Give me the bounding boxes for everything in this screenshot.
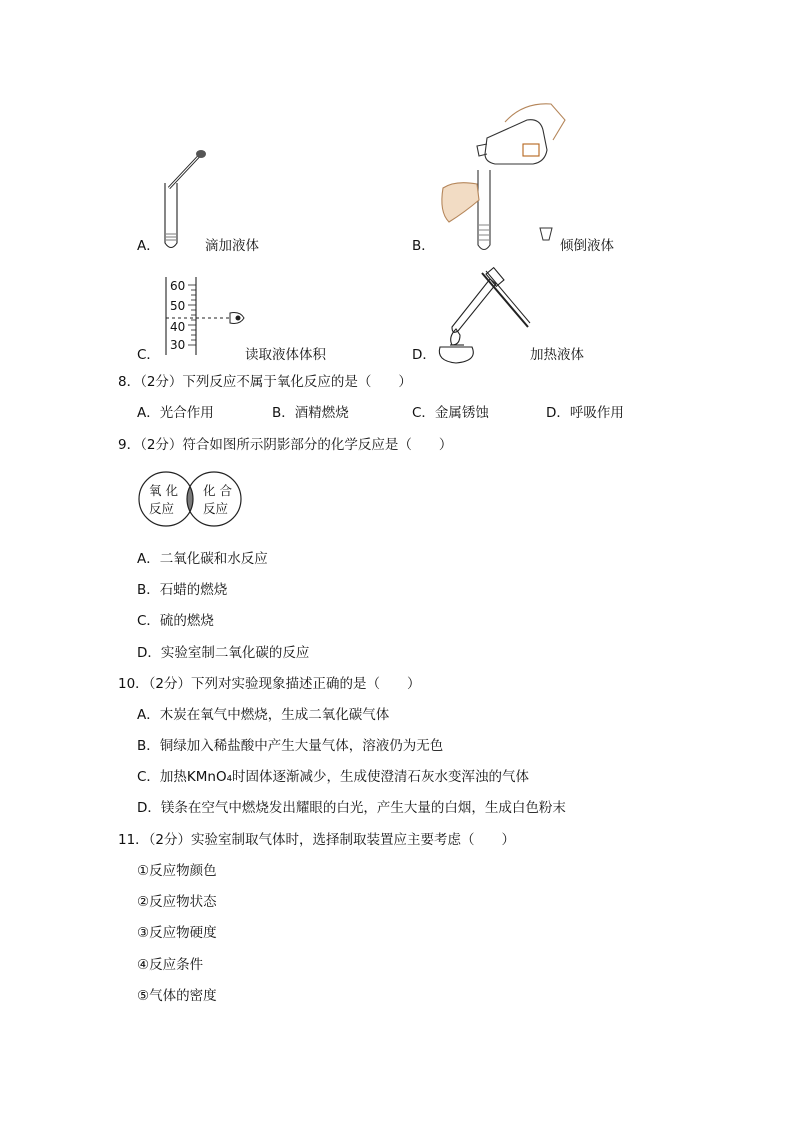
venn-left-line1: 氧 化 [149, 483, 178, 498]
q11-item-2[interactable]: ②反应物状态 [137, 894, 217, 910]
cylinder-tick-40: 40 [170, 320, 186, 334]
q7-option-a-caption: 滴加液体 [205, 238, 259, 254]
q8-option-c[interactable]: C．金属锈蚀 [412, 405, 489, 421]
venn-right-line1: 化 合 [203, 483, 232, 498]
q8-option-b[interactable]: B．酒精燃烧 [272, 405, 349, 421]
venn-right-line2: 反应 [203, 501, 229, 516]
q8-option-a[interactable]: A．光合作用 [137, 405, 214, 421]
q10-option-d[interactable]: D．镁条在空气中燃烧发出耀眼的白光，产生大量的白烟，生成白色粉末 [137, 800, 566, 816]
q9-stem: 9．（2分）符合如图所示阴影部分的化学反应是（ ） [118, 437, 453, 453]
q9-option-a[interactable]: A．二氧化碳和水反应 [137, 551, 268, 567]
cylinder-tick-30: 30 [170, 338, 186, 352]
q11-item-1[interactable]: ①反应物颜色 [137, 863, 217, 879]
q11-item-5[interactable]: ⑤气体的密度 [137, 988, 217, 1004]
q11-item-4[interactable]: ④反应条件 [137, 957, 204, 973]
q10-option-b[interactable]: B．铜绿加入稀盐酸中产生大量气体，溶液仍为无色 [137, 738, 444, 754]
graduated-cylinder-figure [160, 275, 250, 361]
q9-option-c[interactable]: C．硫的燃烧 [137, 613, 214, 629]
q7-option-d-letter: D． [412, 347, 436, 363]
q7-option-a-letter: A． [137, 238, 160, 254]
q7-option-b-letter: B． [412, 238, 435, 254]
q7-option-b-caption: 倾倒液体 [560, 238, 614, 254]
q8-stem: 8．（2分）下列反应不属于氧化反应的是（ ） [118, 374, 412, 390]
q7-option-c-letter: C． [137, 347, 160, 363]
venn-diagram [136, 470, 244, 528]
q10-option-a[interactable]: A．木炭在氧气中燃烧，生成二氧化碳气体 [137, 707, 390, 723]
q8-option-d[interactable]: D．呼吸作用 [546, 405, 624, 421]
q10-stem: 10．（2分）下列对实验现象描述正确的是（ ） [118, 676, 421, 692]
cylinder-tick-50: 50 [170, 299, 186, 313]
q9-option-d[interactable]: D．实验室制二氧化碳的反应 [137, 645, 310, 661]
cylinder-tick-60: 60 [170, 279, 186, 293]
q10-option-c[interactable]: C．加热KMnO₄时固体逐渐减少，生成使澄清石灰水变浑浊的气体 [137, 769, 530, 785]
q7-option-d-caption: 加热液体 [530, 347, 584, 363]
pouring-liquid-figure [435, 100, 575, 260]
q7-option-c-caption: 读取液体体积 [245, 347, 326, 363]
heating-liquid-figure [430, 265, 535, 365]
q9-option-b[interactable]: B．石蜡的燃烧 [137, 582, 228, 598]
venn-left-line2: 反应 [149, 501, 175, 516]
q11-item-3[interactable]: ③反应物硬度 [137, 925, 217, 941]
q11-stem: 11．（2分）实验室制取气体时，选择制取装置应主要考虑（ ） [118, 832, 516, 848]
